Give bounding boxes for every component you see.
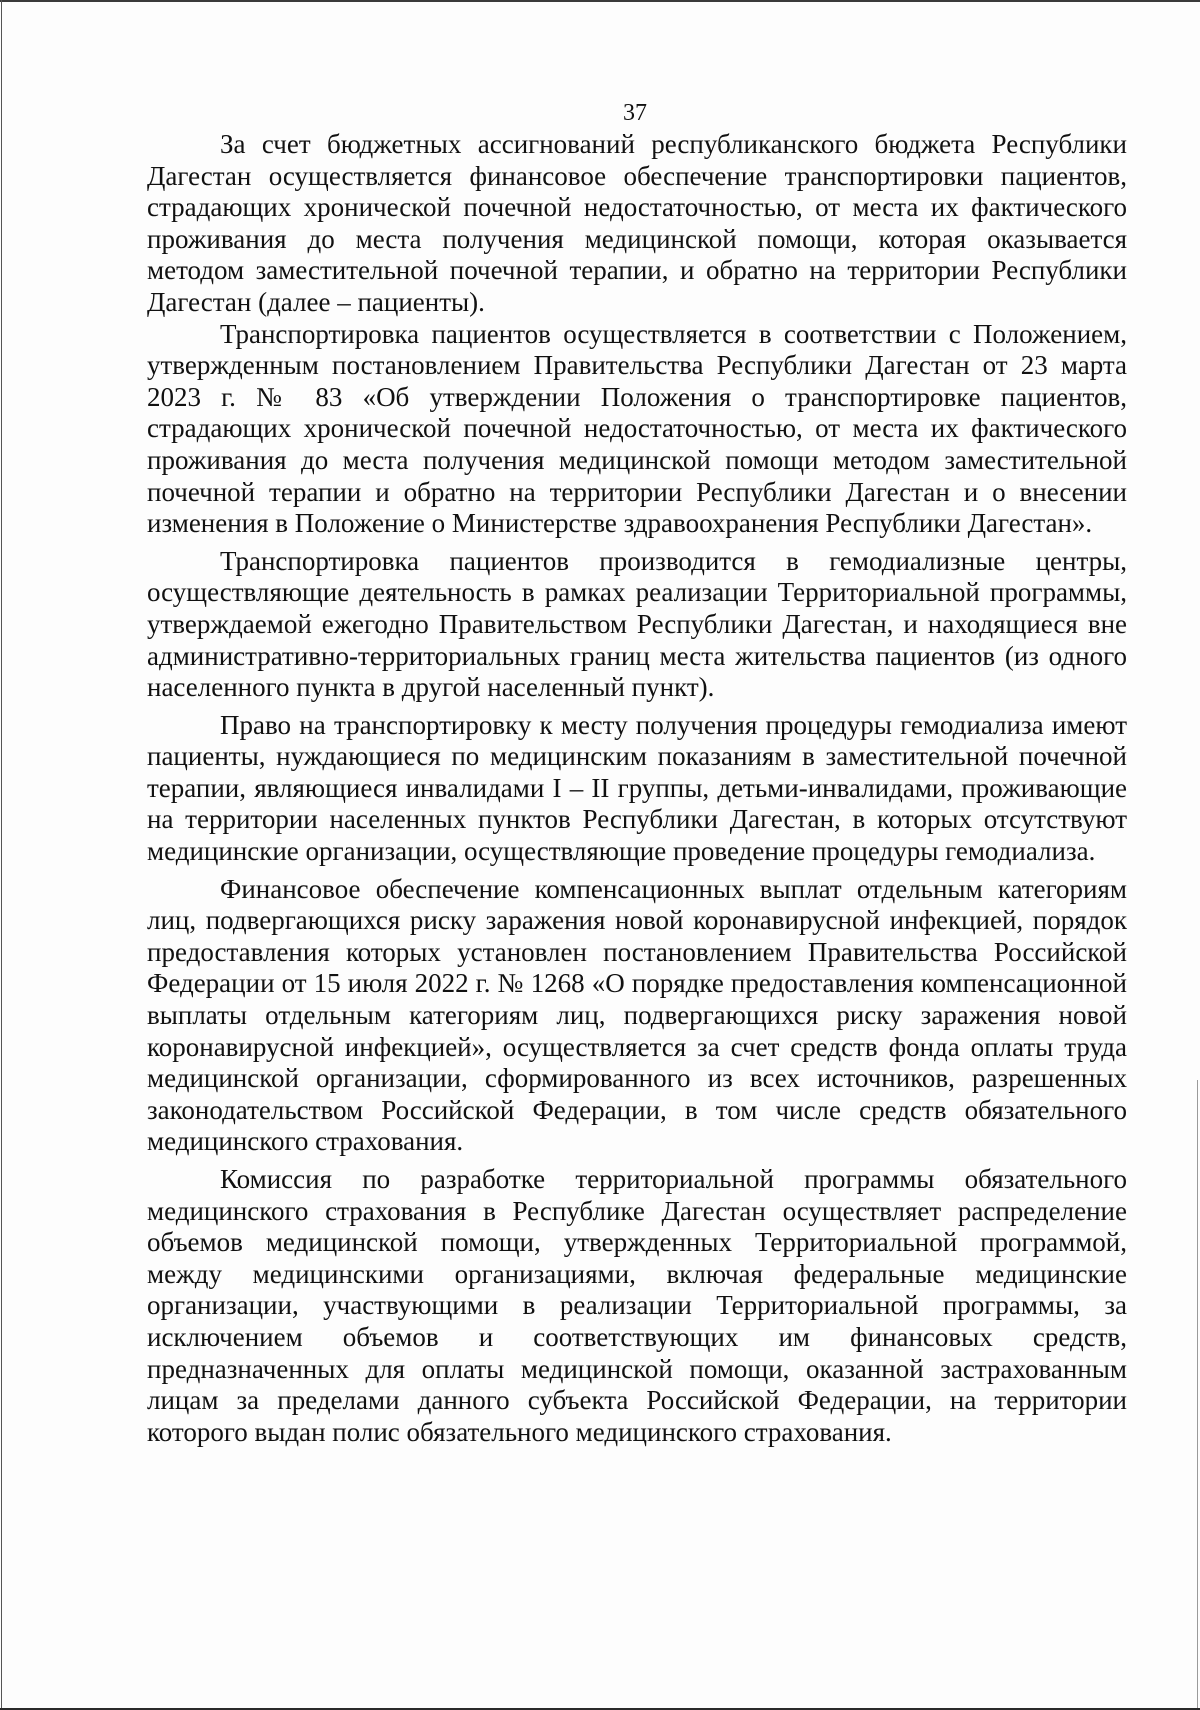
paragraph-transport-eligibility: Право на транспортировку к месту получения процедуры гемодиализа имеют пациенты, нуждающиеся по медицинским показаниям в заместительной почечной терапии, являющиеся инвалидами I – II группы, детьми-инвалидами, проживающие на территории населенных пунктов Республики Дагестан, в которых отсутствуют медицинские организации, осуществляющие проведение процедуры гемодиализа. — [147, 709, 1127, 867]
scan-edge-right — [1197, 1080, 1198, 1710]
document-body — [147, 129, 1127, 1448]
scan-edge-top — [0, 0, 1200, 2]
paragraph-commission-distribution: Комиссия по разработке территориальной программы обязательного медицинского страхования в Республике Дагестан осуществляет распределение объемов медицинской помощи, утвержденных Территориальной программой, между медицинскими организациями, включая федеральные медицинские организации, участвующими в реализации Территориальной программы, за исключением объемов и соответствующих им финансовых средств, предназначенных для оплаты медицинской помощи, оказанной застрахованным лицам за пределами данного субъекта Российской Федерации, на территории которого выдан полис обязательного медицинского страхования. — [147, 1164, 1127, 1447]
page-number: 37 — [623, 100, 647, 126]
paragraph-transport-regulation: Транспортировка пациентов осуществляется в соответствии с Положением, утвержденным постановлением Правительства Республики Дагестан от 23 марта 2023 г. № 83 «Об утверждении Положения о транспортировке пациентов, страдающих хронической почечной недостаточностью, от места их фактического проживания до места получения медицинской помощи методом заместительной почечной терапии и обратно на территории Республики Дагестан и о внесении изменения в Положение о Министерстве здравоохранения Республики Дагестан». — [147, 318, 1127, 539]
scan-edge-left — [1, 0, 2, 1710]
paragraph-hemodialysis-centers: Транспортировка пациентов производится в гемодиализные центры, осуществляющие деятельность в рамках реализации Территориальной программы, утверждаемой ежегодно Правительством Республики Дагестан, и находящиеся вне административно-территориальных границ места жительства пациентов (из одного населенного пункта в другой населенный пункт). — [147, 545, 1127, 703]
paragraph-compensation-payments: Финансовое обеспечение компенсационных выплат отдельным категориям лиц, подвергающихся риску заражения новой коронавирусной инфекцией, порядок предоставления которых установлен постановлением Правительства Российской Федерации от 15 июля 2022 г. № 1268 «О порядке предоставления компенсационной выплаты отдельным категориям лиц, подвергающихся риску заражения новой коронавирусной инфекцией», осуществляется за счет средств фонда оплаты труда медицинской организации, сформированного из всех источников, разрешенных законодательством Российской Федерации, в том числе средств обязательного медицинского страхования. — [147, 873, 1127, 1157]
paragraph-transport-funding: За счет бюджетных ассигнований республиканского бюджета Республики Дагестан осуществляется финансовое обеспечение транспортировки пациентов, страдающих хронической почечной недостаточностью, от места их фактического проживания до места получения медицинской помощи, которая оказывается методом заместительной почечной терапии, и обратно на территории Республики Дагестан (далее – пациенты). — [147, 129, 1127, 317]
